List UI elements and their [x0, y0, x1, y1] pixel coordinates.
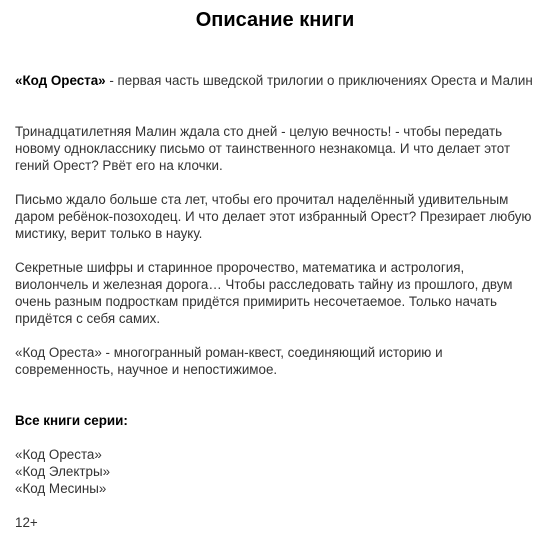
intro-text: - первая часть шведской трилогии о приключениях Ореста и Малин: [105, 73, 533, 88]
age-rating: 12+: [15, 515, 38, 530]
series-book-item: «Код Электры»: [15, 464, 111, 479]
description-paragraph-4: «Код Ореста» - многогранный роман-квест, соединяющий историю и современность, научное и непостижимое.: [15, 345, 443, 377]
description-content: [15, 72, 540, 531]
description-paragraph-2: Письмо ждало больше ста лет, чтобы его прочитал наделённый удивительным даром ребёнок-позоходец. И что делает этот избранный Орест? Презирает любую мистику, верит только в науку.: [15, 192, 532, 241]
intro-book-name: «Код Ореста»: [15, 73, 106, 88]
series-heading: Все книги серии:: [15, 413, 128, 428]
series-book-list: [15, 446, 540, 497]
series-book-item: «Код Ореста»: [15, 447, 102, 462]
description-paragraph-3: Секретные шифры и старинное пророчество, математика и астрология, виолончель и железная дорога… Чтобы расследовать тайну из прошлого, двум очень разным подросткам придётся примирить несочетаемое. Только начать придётся с себя самих.: [15, 260, 513, 326]
series-book-item: «Код Месины»: [15, 481, 107, 496]
page-title: Описание книги: [195, 9, 355, 31]
intro-paragraph: [15, 72, 540, 89]
description-paragraph-1: Тринадцатилетняя Малин ждала сто дней - целую вечность! - чтобы передать новому однокласснику письмо от таинственного незнакомца. И что делает этот гений Орест? Рвёт его на клочки.: [15, 124, 511, 173]
